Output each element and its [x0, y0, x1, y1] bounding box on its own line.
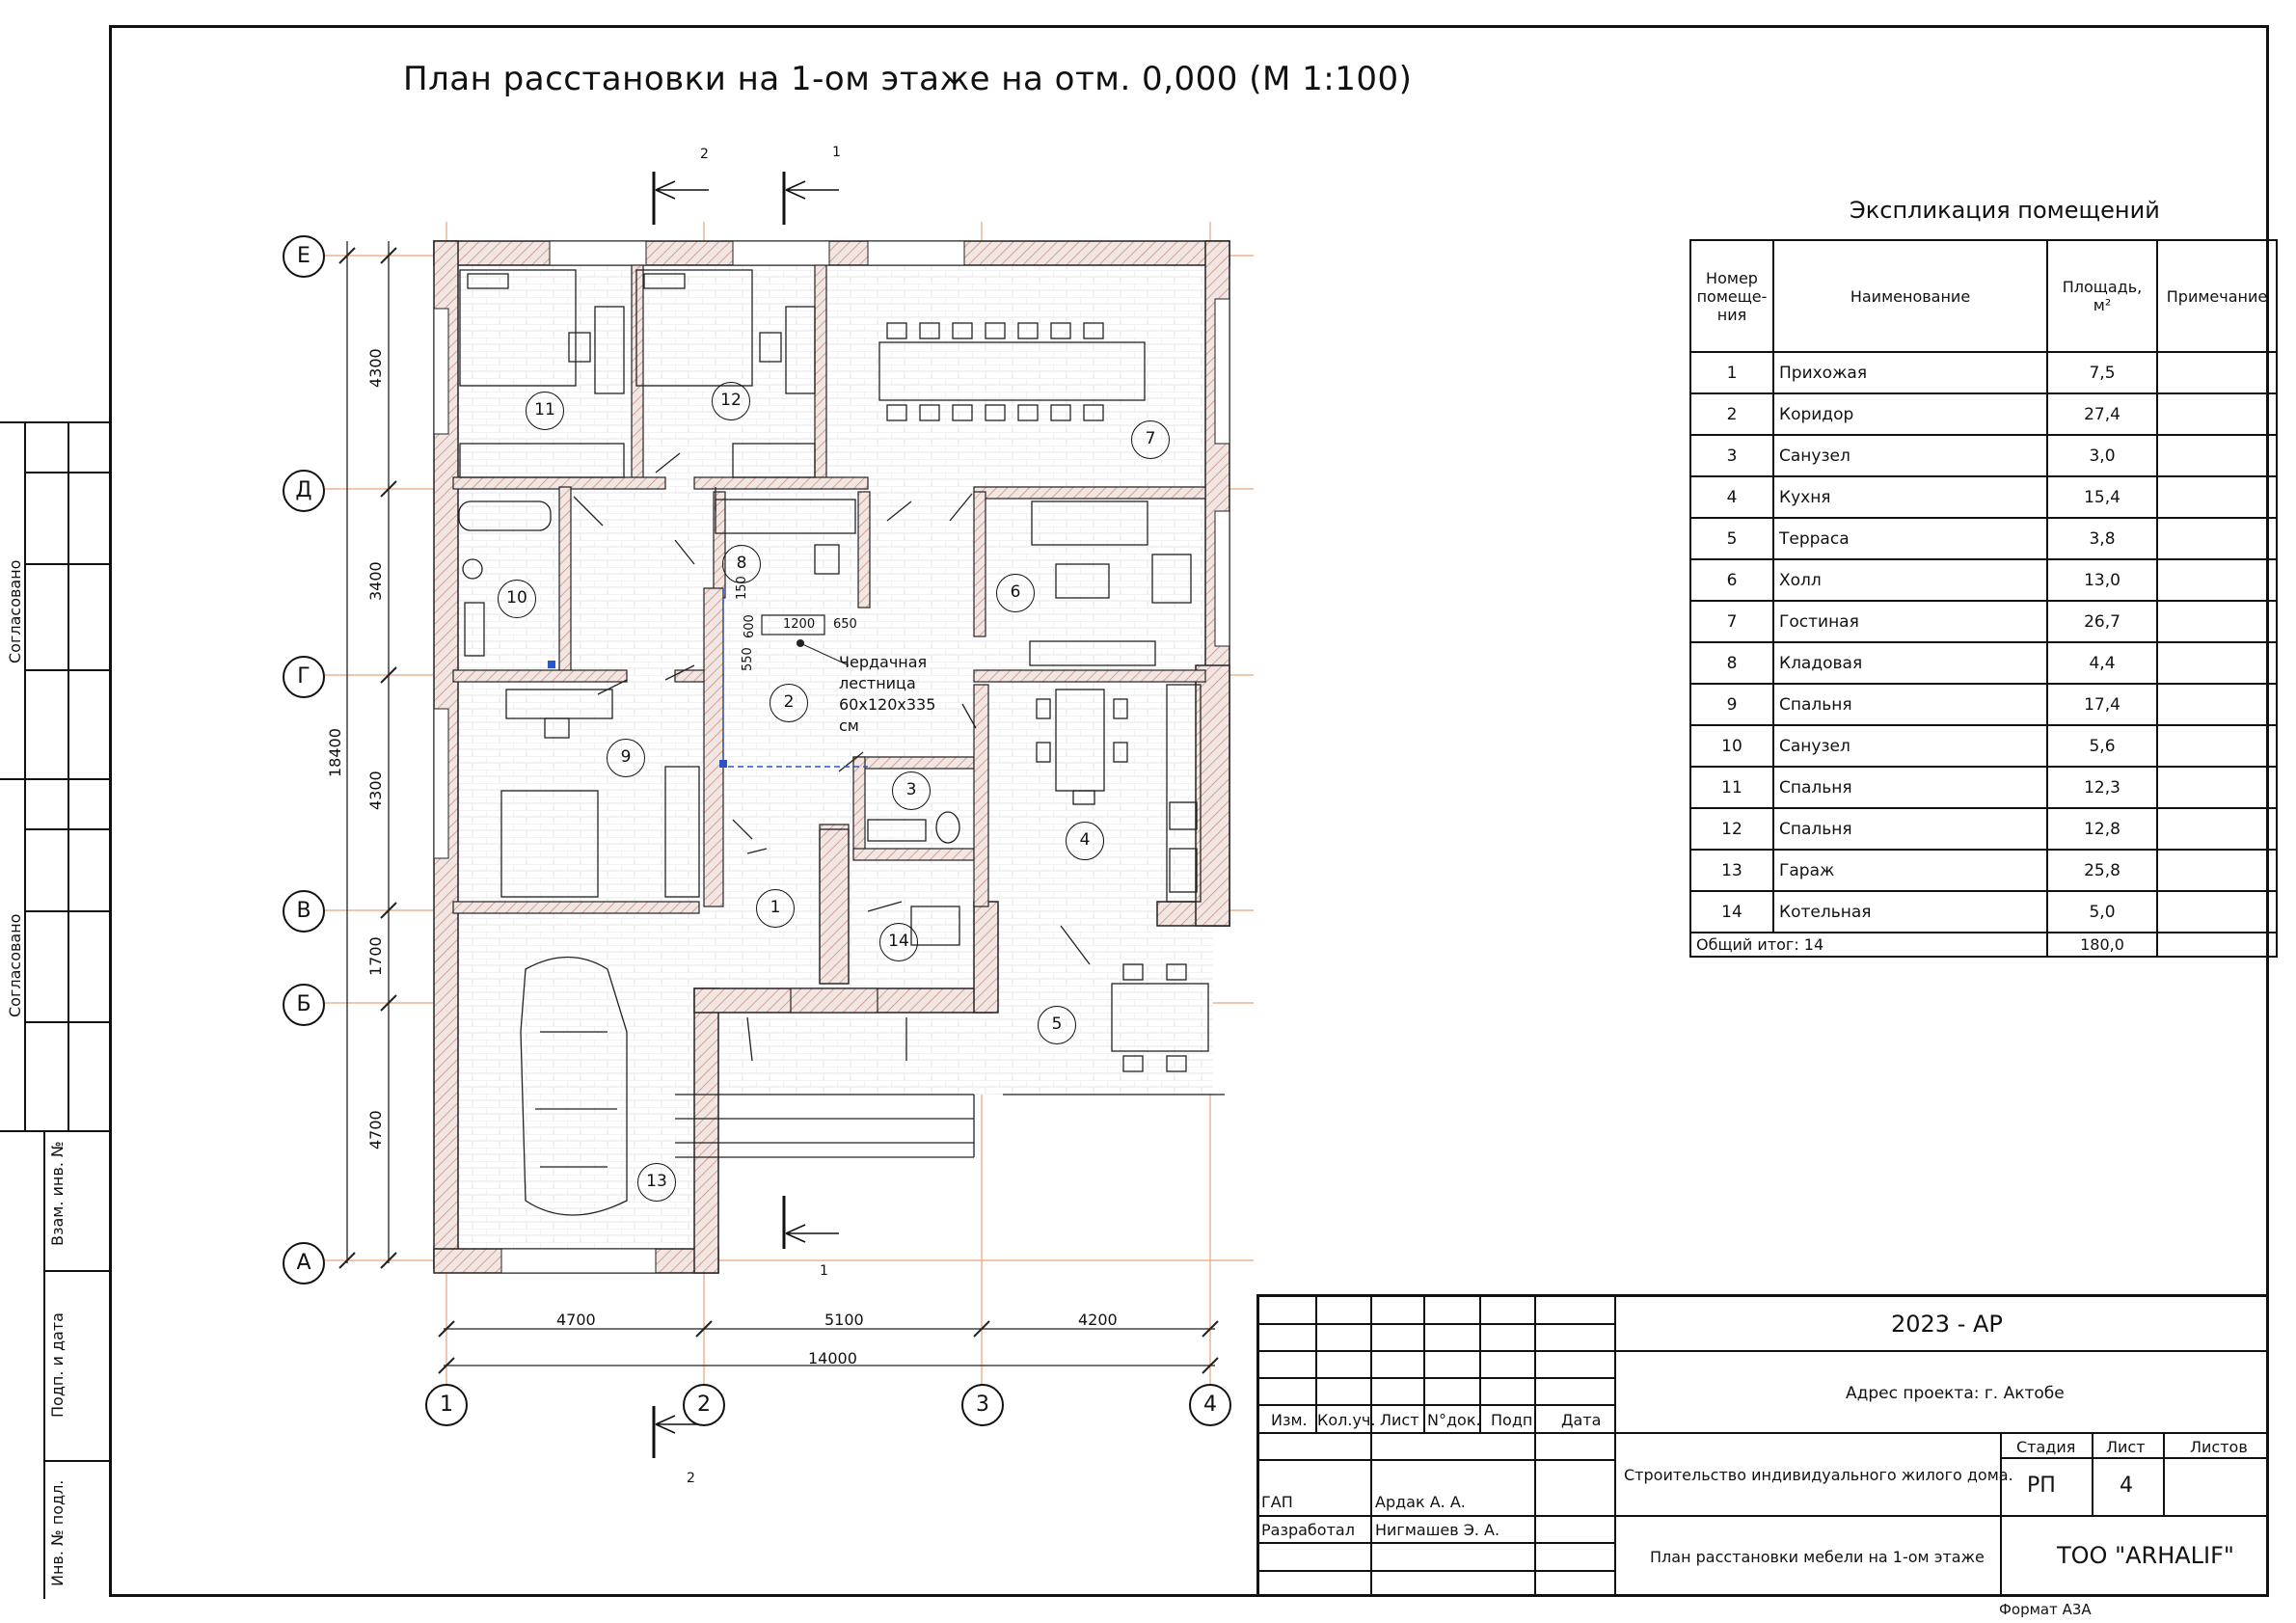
dim-row-total: 18400 — [326, 728, 344, 777]
dim-col-1: 4700 — [556, 1311, 596, 1329]
stair-dim-1200: 1200 — [783, 617, 816, 632]
room-note — [2157, 601, 2277, 642]
room-area: 5,0 — [2047, 891, 2157, 933]
agreed-label-1: Согласовано — [6, 559, 24, 663]
room-num: 12 — [1690, 808, 1773, 850]
room-area: 26,7 — [2047, 601, 2157, 642]
axis-col-2: 2 — [683, 1384, 725, 1426]
title-block — [1256, 1294, 2269, 1597]
sheet-header: Лист — [2106, 1438, 2146, 1456]
room-note — [2157, 393, 2277, 435]
col-ndok: N°док. — [1427, 1411, 1481, 1429]
room-num: 13 — [1690, 850, 1773, 891]
header-area: Площадь, м² — [2047, 240, 2157, 352]
room-name: Санузел — [1773, 725, 2047, 767]
section-label-top-left: 2 — [700, 147, 709, 162]
room-num: 2 — [1690, 393, 1773, 435]
table-row — [1690, 684, 2277, 725]
table-row — [1690, 850, 2277, 891]
room-note — [2157, 476, 2277, 518]
project-address: Адрес проекта: г. Актобе — [1846, 1384, 2065, 1403]
room-note — [2157, 559, 2277, 601]
axis-col-3: 3 — [961, 1384, 1004, 1426]
table-row — [1690, 518, 2277, 559]
room-name: Прихожая — [1773, 352, 2047, 393]
section-label-bottom-left: 2 — [687, 1471, 695, 1486]
room-area: 13,0 — [2047, 559, 2157, 601]
table-row — [1690, 435, 2277, 476]
sheets-header: Листов — [2190, 1438, 2248, 1456]
room-area: 7,5 — [2047, 352, 2157, 393]
room-marker-5: 5 — [1038, 1006, 1076, 1044]
room-num: 8 — [1690, 642, 1773, 684]
axis-row-d: Д — [283, 470, 325, 512]
stair-dim-650: 650 — [833, 617, 857, 632]
room-area: 3,8 — [2047, 518, 2157, 559]
role-developer: Разработал — [1261, 1521, 1355, 1539]
room-num: 11 — [1690, 767, 1773, 808]
room-name: Спальня — [1773, 684, 2047, 725]
room-marker-8: 8 — [722, 545, 761, 583]
room-note — [2157, 518, 2277, 559]
room-area: 3,0 — [2047, 435, 2157, 476]
room-note — [2157, 352, 2277, 393]
room-marker-12: 12 — [712, 382, 750, 420]
table-row — [1690, 476, 2277, 518]
drawing-name: План расстановки мебели на 1-ом этаже — [1650, 1548, 1985, 1566]
page-title: План расстановки на 1-ом этаже на отм. 0,000 (М 1:100) — [403, 60, 1413, 98]
stair-label: Чердачная лестница 60х120х335 см — [839, 653, 936, 735]
sheet-value: 4 — [2120, 1474, 2133, 1498]
room-marker-6: 6 — [996, 574, 1035, 612]
axis-row-b: Б — [283, 984, 325, 1026]
col-koluch: Кол.уч. — [1317, 1411, 1376, 1429]
room-name: Спальня — [1773, 767, 2047, 808]
room-num: 10 — [1690, 725, 1773, 767]
role-gap: ГАП — [1261, 1493, 1293, 1511]
table-row — [1690, 725, 2277, 767]
axis-row-a: А — [283, 1242, 325, 1285]
explication-title: Экспликация помещений — [1850, 197, 2160, 224]
room-marker-1: 1 — [756, 889, 795, 928]
room-note — [2157, 808, 2277, 850]
vzam-label: Взам. инв. № — [48, 1141, 67, 1246]
inv-label: Инв. № подл. — [48, 1479, 67, 1586]
podp-label: Подп. и дата — [48, 1312, 67, 1418]
room-name: Кладовая — [1773, 642, 2047, 684]
room-note — [2157, 642, 2277, 684]
room-marker-2: 2 — [770, 684, 808, 722]
room-area: 17,4 — [2047, 684, 2157, 725]
header-note: Примечание — [2157, 240, 2277, 352]
axis-row-v: В — [283, 890, 325, 933]
name-gap: Ардак А. А. — [1375, 1493, 1466, 1511]
table-row — [1690, 601, 2277, 642]
total-note — [2157, 933, 2277, 957]
stage-header: Стадия — [2016, 1438, 2076, 1456]
room-marker-4: 4 — [1066, 822, 1104, 860]
total-label: Общий итог: 14 — [1690, 933, 2047, 957]
room-num: 14 — [1690, 891, 1773, 933]
dim-col-3: 4200 — [1078, 1311, 1118, 1329]
room-name: Спальня — [1773, 808, 2047, 850]
room-note — [2157, 767, 2277, 808]
format-label: Формат А3А — [1999, 1601, 2092, 1618]
stair-dim-150: 150 — [735, 576, 749, 600]
room-num: 5 — [1690, 518, 1773, 559]
room-marker-13: 13 — [637, 1163, 676, 1202]
total-area: 180,0 — [2047, 933, 2157, 957]
dim-row-4: 1700 — [366, 936, 385, 976]
header-num: Номер помеще- ния — [1690, 240, 1773, 352]
room-marker-9: 9 — [607, 739, 645, 777]
project-name: Строительство индивидуального жилого дома. — [1624, 1466, 2013, 1484]
room-name: Коридор — [1773, 393, 2047, 435]
room-area: 4,4 — [2047, 642, 2157, 684]
dim-row-1: 4300 — [366, 348, 385, 388]
table-row — [1690, 891, 2277, 933]
room-marker-10: 10 — [498, 580, 536, 618]
axis-row-e: Е — [283, 235, 325, 278]
table-row — [1690, 352, 2277, 393]
axis-row-g: Г — [283, 656, 325, 698]
room-marker-3: 3 — [892, 771, 931, 810]
room-note — [2157, 684, 2277, 725]
room-area: 12,3 — [2047, 767, 2157, 808]
axis-col-1: 1 — [425, 1384, 468, 1426]
room-name: Холл — [1773, 559, 2047, 601]
axis-col-4: 4 — [1189, 1384, 1231, 1426]
room-num: 7 — [1690, 601, 1773, 642]
dim-row-3: 4300 — [366, 771, 385, 810]
room-num: 9 — [1690, 684, 1773, 725]
room-area: 5,6 — [2047, 725, 2157, 767]
section-label-bottom-mid: 1 — [820, 1263, 828, 1279]
room-area: 27,4 — [2047, 393, 2157, 435]
dim-row-5: 4700 — [366, 1110, 385, 1150]
project-code: 2023 - АР — [1891, 1311, 2003, 1338]
stage-value: РП — [2027, 1474, 2056, 1498]
table-row — [1690, 808, 2277, 850]
room-name: Санузел — [1773, 435, 2047, 476]
room-name: Гараж — [1773, 850, 2047, 891]
stair-dim-600: 600 — [743, 614, 757, 638]
room-marker-7: 7 — [1131, 420, 1170, 459]
section-label-top-right: 1 — [832, 145, 841, 160]
col-izm: Изм. — [1271, 1411, 1308, 1429]
dim-row-2: 3400 — [366, 561, 385, 601]
room-area: 12,8 — [2047, 808, 2157, 850]
table-row — [1690, 393, 2277, 435]
room-num: 4 — [1690, 476, 1773, 518]
dim-col-2: 5100 — [824, 1311, 864, 1329]
room-name: Терраса — [1773, 518, 2047, 559]
col-podp: Подп. — [1491, 1411, 1538, 1429]
agreed-label-2: Согласовано — [6, 913, 24, 1017]
room-note — [2157, 725, 2277, 767]
room-name: Котельная — [1773, 891, 2047, 933]
room-note — [2157, 891, 2277, 933]
room-num: 1 — [1690, 352, 1773, 393]
name-developer: Нигмашев Э. А. — [1375, 1521, 1500, 1539]
col-list: Лист — [1380, 1411, 1419, 1429]
explication-table — [1689, 239, 2278, 958]
header-name: Наименование — [1773, 240, 2047, 352]
room-name: Кухня — [1773, 476, 2047, 518]
company-name: ТОО "ARHALIF" — [2057, 1542, 2234, 1569]
room-num: 3 — [1690, 435, 1773, 476]
room-area: 15,4 — [2047, 476, 2157, 518]
col-data: Дата — [1561, 1411, 1602, 1429]
room-marker-11: 11 — [526, 392, 564, 430]
table-row — [1690, 559, 2277, 601]
table-row — [1690, 642, 2277, 684]
dim-col-total: 14000 — [808, 1349, 857, 1367]
table-row — [1690, 767, 2277, 808]
room-marker-14: 14 — [879, 923, 918, 961]
room-num: 6 — [1690, 559, 1773, 601]
stair-dim-550: 550 — [741, 647, 755, 671]
room-area: 25,8 — [2047, 850, 2157, 891]
room-note — [2157, 850, 2277, 891]
room-note — [2157, 435, 2277, 476]
room-name: Гостиная — [1773, 601, 2047, 642]
